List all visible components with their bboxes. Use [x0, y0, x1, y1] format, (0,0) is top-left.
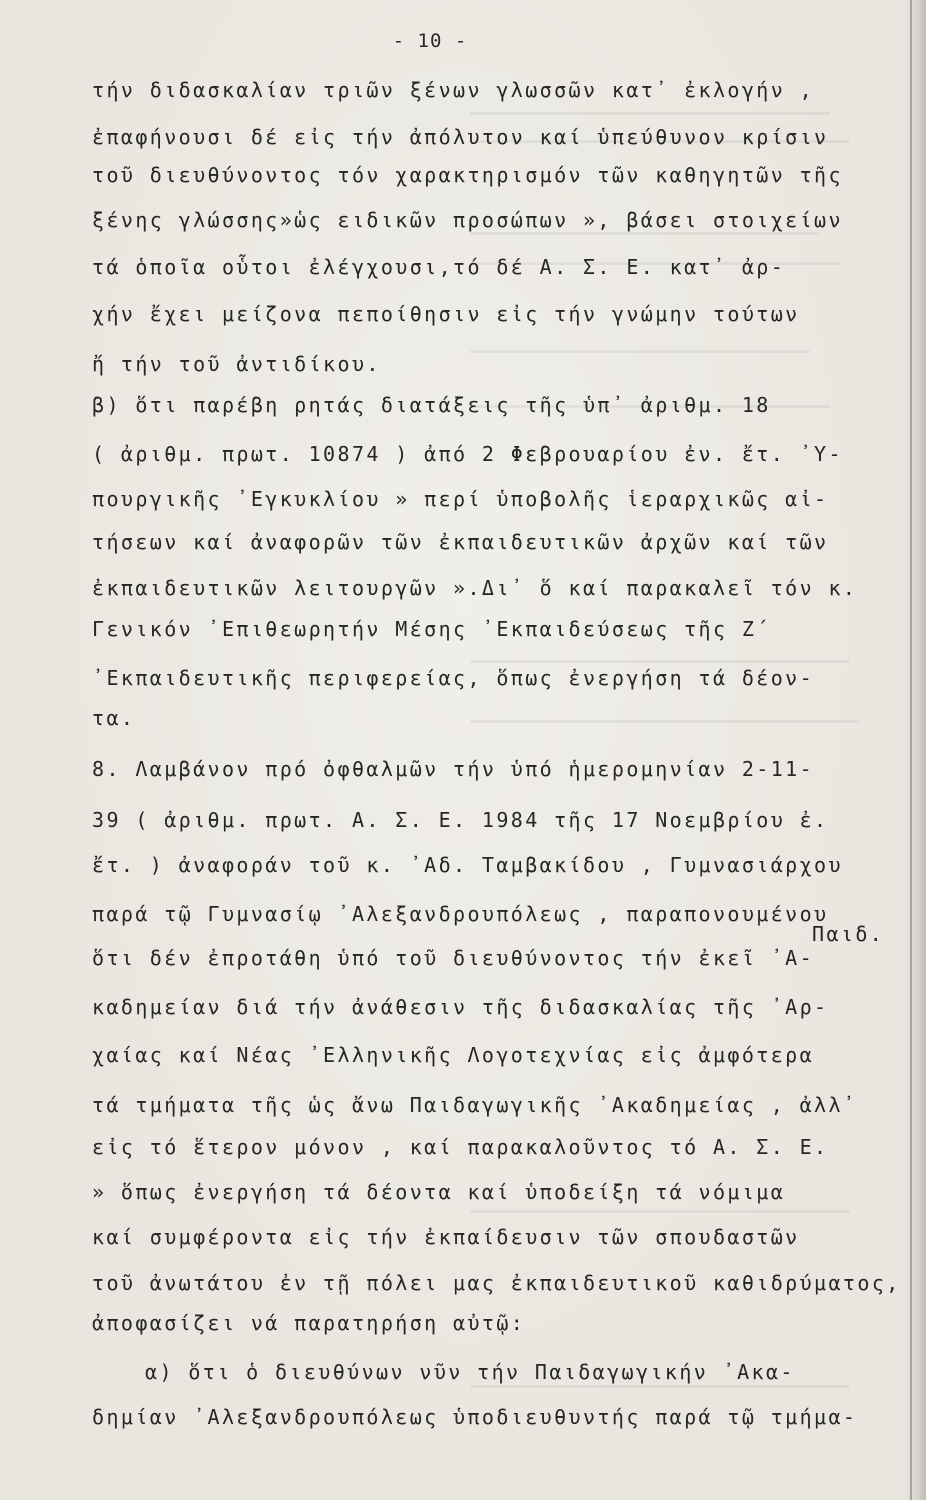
text-line: δημίαν ᾽Αλεξανδρουπόλεως ὑποδιευθυντής παρά τῷ τμήμα-: [92, 1405, 858, 1429]
bleed-through: [470, 660, 850, 663]
bleed-through: [470, 112, 830, 115]
page-number: - 10 -: [392, 30, 468, 52]
text-line: τα.: [92, 706, 136, 730]
text-line: τοῦ ἀνωτάτου ἐν τῇ πόλει μας ἐκπαιδευτικοῦ καθιδρύματος,: [92, 1271, 901, 1295]
text-line: εἰς τό ἕτερον μόνον , καί παρακαλοῦντος τό Α. Σ. Ε.: [92, 1135, 829, 1159]
text-line: χαίας καί Νέας ᾽Ελληνικῆς Λογοτεχνίας εἰς ἀμφότερα: [92, 1043, 815, 1067]
text-line: ἔτ. ) ἀναφοράν τοῦ κ. ᾽Αδ. Ταμβακίδου , Γυμνασιάρχου: [92, 853, 843, 877]
text-line: ἐκπαιδευτικῶν λειτουργῶν ».Δι᾽ ὅ καί παρακαλεῖ τόν κ.: [92, 576, 858, 600]
text-line: 39 ( ἀριθμ. πρωτ. Α. Σ. Ε. 1984 τῆς 17 Νοεμβρίου ἐ.: [92, 808, 829, 832]
text-line: α) ὅτι ὁ διευθύνων νῦν τήν Παιδαγωγικήν ᾽Ακα-: [145, 1360, 795, 1384]
bleed-through: [470, 232, 820, 235]
text-line: β) ὅτι παρέβη ρητάς διατάξεις τῆς ὑπ᾽ ἀριθμ. 18: [92, 393, 771, 417]
bleed-through: [470, 350, 810, 353]
text-line: ὅτι δέν ἐπροτάθη ὑπό τοῦ διευθύνοντος τήν ἐκεῖ ᾽Α-: [92, 946, 815, 970]
bleed-through: [470, 720, 860, 723]
scan-edge-shadow: [904, 0, 926, 1500]
text-line: ᾽Εκπαιδευτικῆς περιφερείας, ὅπως ἐνεργήση τά δέον-: [92, 666, 815, 690]
text-line: Γενικόν ᾽Επιθεωρητήν Μέσης ᾽Εκπαιδεύσεως τῆς Ζ΄: [92, 617, 771, 641]
text-line: τά ὁποῖα οὗτοι ἐλέγχουσι,τό δέ Α. Σ. Ε. κατ᾽ ἀρ-: [92, 255, 786, 279]
text-line: ἐπαφήνουσι δέ εἰς τήν ἀπόλυτον καί ὑπεύθυνον κρίσιν: [92, 125, 829, 149]
text-line: ξένης γλώσσης»ὡς ειδικῶν προσώπων », βάσει στοιχείων: [92, 208, 843, 232]
text-line: 8. Λαμβάνον πρό ὀφθαλμῶν τήν ὑπό ἡμερομηνίαν 2-11-: [92, 757, 815, 781]
text-line: τά τμήματα τῆς ὡς ἄνω Παιδαγωγικῆς ᾽Ακαδημείας , ἀλλ᾽: [92, 1093, 858, 1117]
text-line: ( ἀριθμ. πρωτ. 10874 ) ἀπό 2 Φεβρουαρίου ἐν. ἔτ. ᾽Υ-: [92, 442, 843, 466]
text-line: πουργικῆς ᾽Εγκυκλίου » περί ὑποβολῆς ἱεραρχικῶς αἰ-: [92, 487, 829, 511]
text-line: τοῦ διευθύνοντος τόν χαρακτηρισμόν τῶν καθηγητῶν τῆς: [92, 163, 843, 187]
text-line: τήσεων καί ἀναφορῶν τῶν ἐκπαιδευτικῶν ἀρχῶν καί τῶν: [92, 530, 829, 554]
text-line: παρά τῷ Γυμνασίῳ ᾽Αλεξανδρουπόλεως , παραπονουμένου: [92, 902, 829, 926]
text-line: ἤ τήν τοῦ ἀντιδίκου.: [92, 352, 381, 376]
text-line: ἀποφασίζει νά παρατηρήση αὐτῷ:: [92, 1311, 526, 1335]
bleed-through: [470, 1385, 850, 1388]
text-line: καδημείαν διά τήν ἀνάθεσιν τῆς διδασκαλίας τῆς ᾽Αρ-: [92, 995, 829, 1019]
text-line: » ὅπως ἐνεργήση τά δέοντα καί ὑποδείξη τά νόμιμα: [92, 1180, 786, 1204]
scan-edge-line: [910, 0, 912, 1500]
text-line: καί συμφέροντα εἰς τήν ἐκπαίδευσιν τῶν σπουδαστῶν: [92, 1225, 800, 1249]
text-line: τήν διδασκαλίαν τριῶν ξένων γλωσσῶν κατ᾽ ἐκλογήν ,: [92, 78, 815, 102]
text-line: χήν ἔχει μείζονα πεποίθησιν εἰς τήν γνώμην τούτων: [92, 302, 800, 326]
bleed-through: [470, 1210, 850, 1213]
marginal-note: Παιδ.: [812, 922, 885, 946]
